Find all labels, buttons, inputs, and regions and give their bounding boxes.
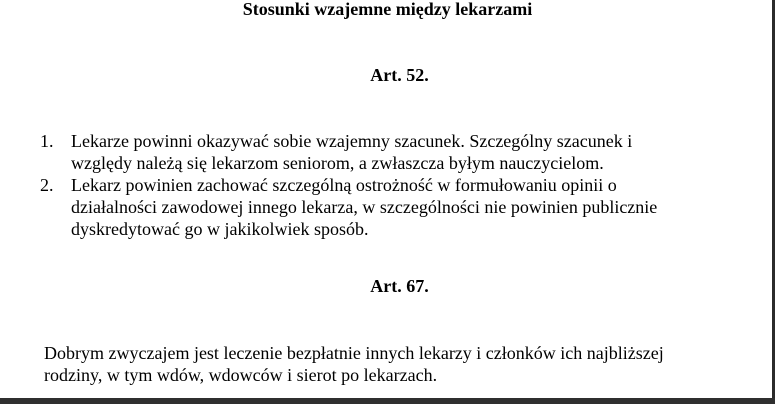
- section-title: Stosunki wzajemne między lekarzami: [242, 0, 533, 19]
- list-item: [40, 130, 740, 174]
- list-item-line: Lekarz powinien zachować szczególną ostrożność w formułowaniu opinii o: [71, 175, 617, 195]
- list-item-number: 1.: [40, 131, 54, 151]
- paragraph-line: Dobrym zwyczajem jest leczenie bezpłatnie innych lekarzy i członków ich najbliższej: [44, 343, 664, 363]
- list-item-number: 2.: [40, 175, 54, 195]
- list-item: [40, 174, 740, 240]
- list-item-line: działalności zawodowej innego lekarza, w szczególności nie powinien publicznie: [71, 197, 658, 217]
- article-67-heading: Art. 67.: [370, 276, 429, 296]
- article-67-paragraph: [44, 342, 744, 386]
- article-52-heading: Art. 52.: [370, 65, 429, 85]
- article-52-list: [40, 130, 740, 240]
- list-item-line: względy należą się lekarzom seniorom, a zwłaszcza byłym nauczycielom.: [71, 153, 604, 173]
- list-item-line: Lekarze powinni okazywać sobie wzajemny szacunek. Szczególny szacunek i: [71, 131, 633, 151]
- paragraph-line: rodziny, w tym wdów, wdowców i sierot po lekarzach.: [44, 365, 438, 385]
- bottom-edge-bar: [0, 398, 775, 404]
- list-item-line: dyskredytować go w jakikolwiek sposób.: [71, 219, 369, 239]
